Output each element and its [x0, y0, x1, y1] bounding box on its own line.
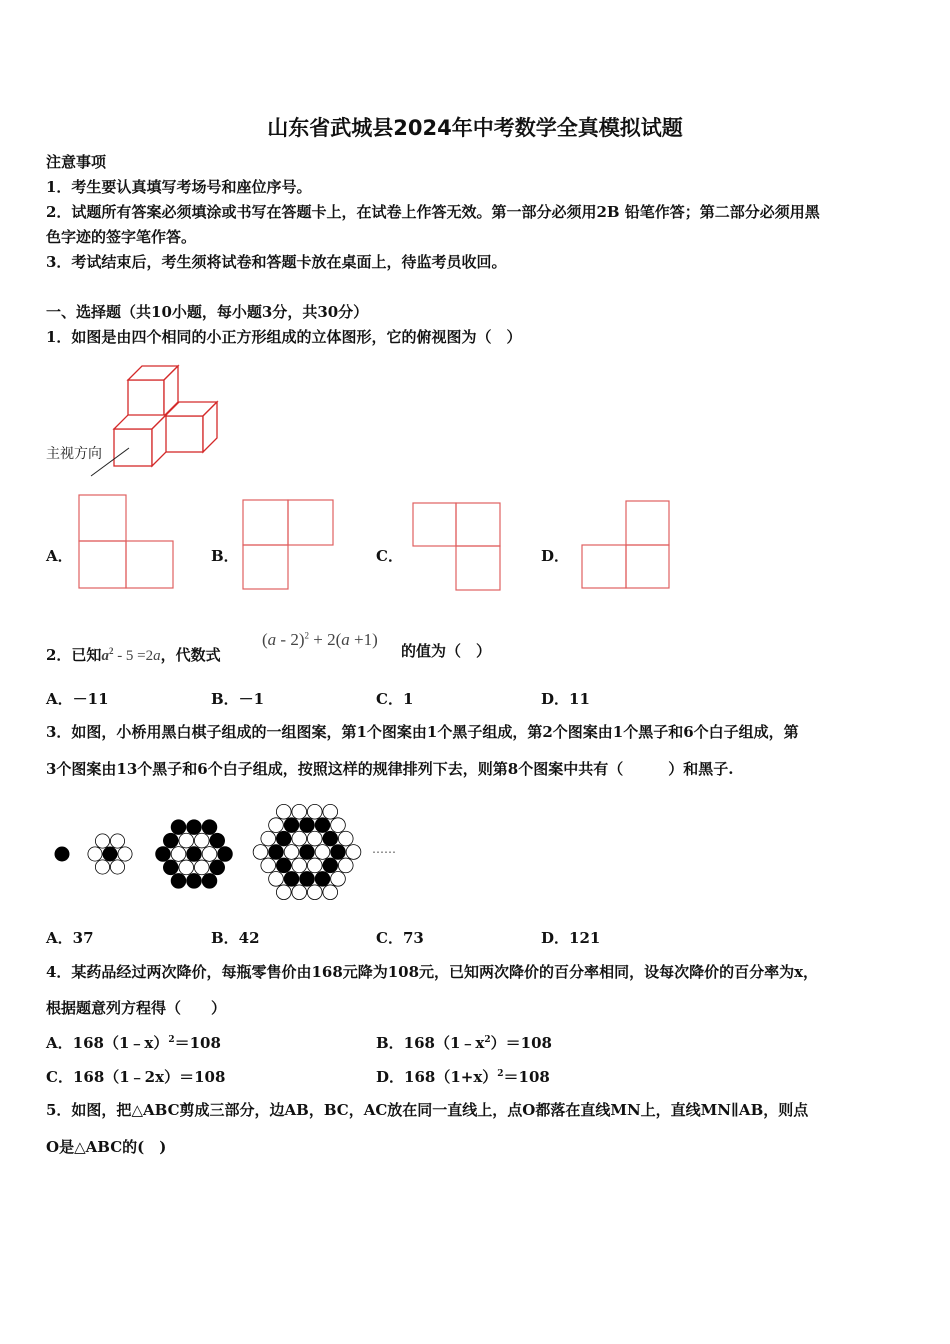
white-stone	[179, 833, 194, 848]
q2-suffix: 的值为（ ）	[401, 642, 492, 660]
q3-line2: 3个图案由13个黑子和6个白子组成，按照这样的规律排列下去，则第8个图案中共有（ ）和黑子.	[46, 760, 734, 778]
white-stone	[179, 860, 194, 875]
white-stone	[253, 845, 268, 860]
q3-option-d[interactable]: D．121	[541, 929, 601, 947]
white-stone	[110, 834, 124, 848]
black-stone	[315, 818, 330, 833]
black-stone	[323, 831, 338, 846]
q3-option-c[interactable]: C．73	[376, 929, 424, 947]
black-stone	[55, 847, 69, 861]
q4-option-b[interactable]: B．$168(1﹣x^2)=108$	[376, 1034, 552, 1052]
white-stone	[276, 885, 291, 900]
white-stone	[194, 833, 209, 848]
q3-option-b[interactable]: B．42	[211, 929, 260, 947]
notice-item: 2．试题所有答案必须填涂或书写在答题卡上，在试卷上作答无效。第一部分必须用2B 铅笔作答；第二部分必须用黑	[46, 203, 820, 221]
q2-prefix: 2．已知	[46, 646, 102, 664]
black-stone	[284, 818, 299, 833]
white-stone	[261, 831, 276, 846]
black-stone	[331, 845, 346, 860]
white-stone	[292, 804, 307, 819]
black-stone	[276, 831, 291, 846]
white-stone	[307, 804, 322, 819]
page-title: 山东省武城县2024年中考数学全真模拟试题	[267, 116, 683, 140]
black-stone	[300, 845, 315, 860]
white-stone	[292, 858, 307, 873]
white-stone	[171, 847, 186, 862]
black-stone	[284, 871, 299, 886]
black-stone	[276, 858, 291, 873]
section-heading: 一、选择题（共10小题，每小题3分，共30分）	[46, 303, 369, 321]
white-stone	[95, 860, 109, 874]
black-stone	[218, 847, 233, 862]
white-stone	[346, 845, 361, 860]
q4-line2: 根据题意列方程得（ ）	[46, 999, 227, 1017]
q3-option-a[interactable]: A．37	[46, 929, 94, 947]
q3-ellipsis: ……	[372, 842, 396, 856]
view-direction-label: 主视方向	[46, 446, 102, 462]
white-stone	[331, 818, 346, 833]
q2-option-b[interactable]: B．－1	[211, 690, 265, 708]
black-stone	[210, 860, 225, 875]
black-stone	[300, 818, 315, 833]
q2-mid: ，代数式	[160, 646, 221, 664]
q1-option-a[interactable]: A．	[46, 547, 73, 565]
white-stone	[269, 818, 284, 833]
black-stone	[187, 847, 202, 862]
white-stone	[292, 831, 307, 846]
white-stone	[315, 845, 330, 860]
q5-line1: 5．如图，把△ABC剪成三部分，边AB，BC，AC放在同一直线上，点O都落在直线MN上，直线MN∥AB，则点	[46, 1101, 809, 1119]
black-stone	[315, 871, 330, 886]
black-stone	[269, 845, 284, 860]
black-stone	[163, 833, 178, 848]
black-stone	[187, 873, 202, 888]
white-stone	[323, 885, 338, 900]
black-stone	[323, 858, 338, 873]
white-stone	[307, 831, 322, 846]
notice-item: 3．考试结束后，考生须将试卷和答题卡放在桌面上，待监考员收回。	[46, 253, 507, 271]
q4-line1: 4．某药品经过两次降价，每瓶零售价由168元降为108元，已知两次降价的百分率相同，设每次降价的百分率为x，	[46, 963, 819, 981]
white-stone	[307, 858, 322, 873]
white-stone	[276, 804, 291, 819]
q5-line2: O是△ABC的( )	[46, 1138, 167, 1156]
q2-option-a[interactable]: A．－11	[46, 690, 109, 708]
white-stone	[95, 834, 109, 848]
q2-expression: (a - 2)$^2$ + 2(a +1)	[262, 630, 378, 649]
q4-option-c[interactable]: C．168（1﹣2x）＝108	[46, 1068, 226, 1086]
white-stone	[269, 871, 284, 886]
white-stone	[331, 871, 346, 886]
black-stone	[300, 871, 315, 886]
q1-stem: 1．如图是由四个相同的小正方形组成的立体图形，它的俯视图为（ ）	[46, 328, 522, 346]
notice-item: 1．考生要认真填写考场号和座位序号。	[46, 178, 312, 196]
white-stone	[338, 831, 353, 846]
black-stone	[156, 847, 171, 862]
white-stone	[194, 860, 209, 875]
q1-option-c[interactable]: C．	[376, 547, 403, 565]
q4-option-a[interactable]: A．168（1﹣x）$^2$＝108	[46, 1034, 221, 1052]
q1-option-b[interactable]: B．	[211, 547, 239, 565]
black-stone	[171, 873, 186, 888]
q2-option-c[interactable]: C．1	[376, 690, 414, 708]
q1-option-d[interactable]: D．	[541, 547, 570, 565]
white-stone	[88, 847, 102, 861]
q2-option-d[interactable]: D．11	[541, 690, 590, 708]
white-stone	[261, 858, 276, 873]
black-stone	[187, 820, 202, 835]
white-stone	[338, 858, 353, 873]
q4-option-d[interactable]: D．$168(1+x)^2=108$	[376, 1068, 550, 1086]
q3-line1: 3．如图，小桥用黑白棋子组成的一组图案，第1个图案由1个黑子组成，第2个图案由1个黑子和6个白子组成，第	[46, 723, 799, 741]
black-stone	[202, 820, 217, 835]
q2-var: a	[101, 648, 109, 664]
white-stone	[284, 845, 299, 860]
white-stone	[110, 860, 124, 874]
notice-item: 色字迹的签字笔作答。	[46, 228, 197, 246]
notice-heading: 注意事项	[46, 153, 107, 171]
white-stone	[307, 885, 322, 900]
white-stone	[323, 804, 338, 819]
black-stone	[210, 833, 225, 848]
black-stone	[202, 873, 217, 888]
black-stone	[171, 820, 186, 835]
black-stone	[103, 847, 117, 861]
q2-exponent: 2	[108, 646, 114, 656]
white-stone	[202, 847, 217, 862]
white-stone	[292, 885, 307, 900]
q2-var: a	[153, 648, 161, 664]
black-stone	[163, 860, 178, 875]
white-stone	[118, 847, 132, 861]
q2-condition: - 5 =2	[113, 648, 154, 664]
